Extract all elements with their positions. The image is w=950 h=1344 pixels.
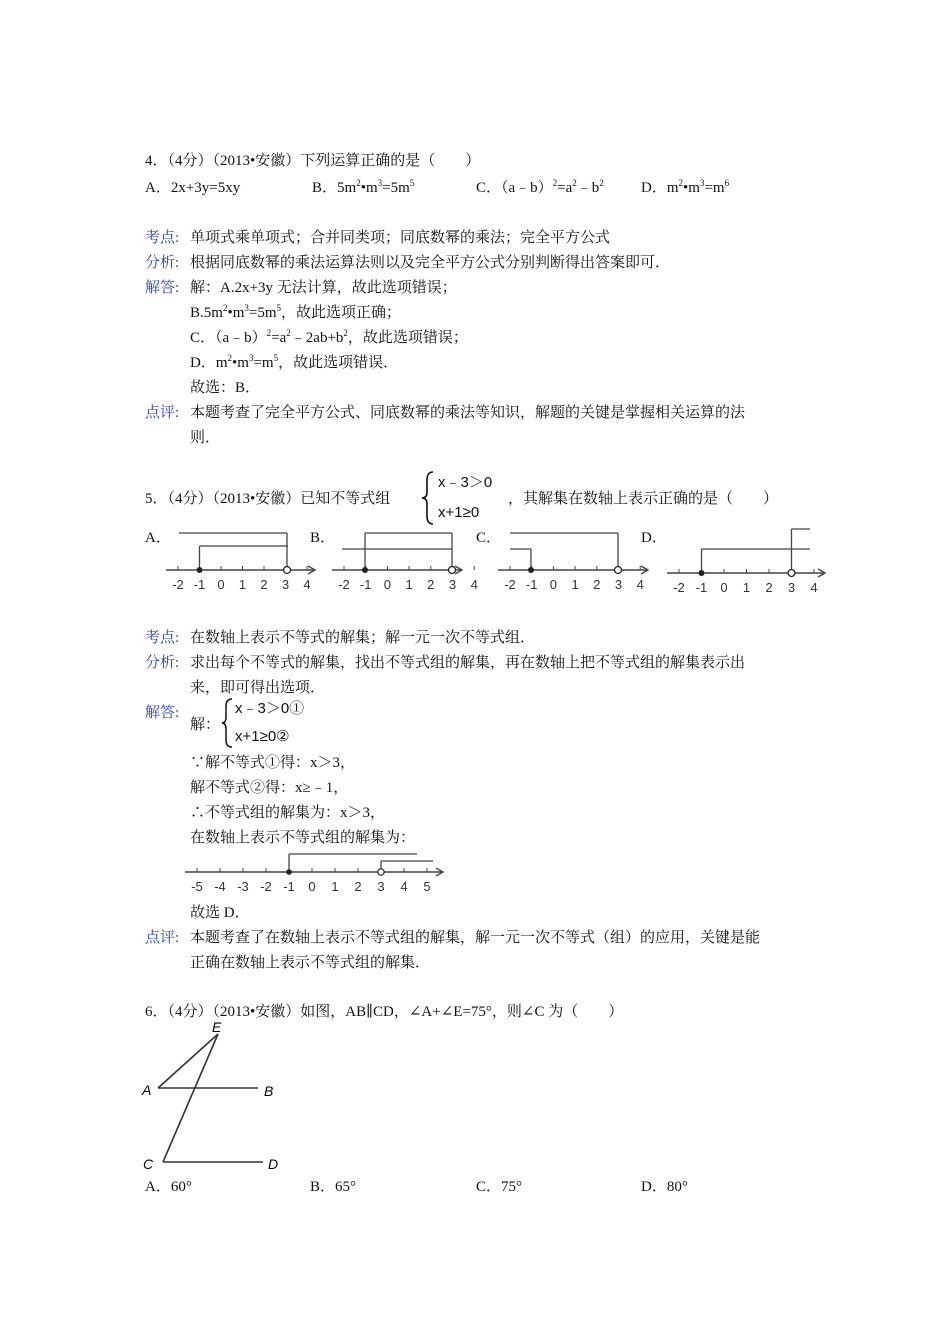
axis-tick-label: -1 [525,577,538,592]
axis-tick-label: 3 [448,577,457,592]
q5-fenxi-line2: 来，即可得出选项． [190,680,326,696]
q6-option-b: B．65° [310,1179,357,1195]
q6-label-e: E [212,1019,222,1035]
q5-solution-step5: 故选 D． [190,905,250,921]
q5-fenxi-label: 分析: [145,655,180,671]
q4-jieda-label: 解答: [145,280,180,296]
closed-point [197,567,203,573]
q6-option-d: D．80° [641,1179,688,1195]
q6-stem: 6．（4分）（2013•安徽）如图，AB∥CD，∠A+∠E=75°，则∠C 为（ ） [145,1004,624,1020]
axis-tick-label: -2 [172,577,184,592]
q5-solution-ineq2: x+1≥0② [235,728,290,745]
open-point [284,567,291,574]
q5-fenxi-line1: 求出每个不等式的解集，找出不等式组的解集，再在数轴上把不等式组的解集表示出 [190,655,746,671]
axis-tick-label: 3 [281,577,290,592]
axis-tick-label: -2 [504,577,516,592]
q6-option-a: A．60° [145,1179,192,1195]
open-point [378,869,384,875]
q5-solution-step4: 在数轴上表示不等式组的解集为： [190,830,416,846]
q5-kaodian-label: 考点: [145,630,180,646]
axis-tick-label: 4 [636,577,644,592]
open-point [615,567,622,574]
q6-geometry-figure [138,1018,298,1178]
q4-dianping-line2: 则． [190,430,221,446]
q4-option-d: D．$m^2•m^3=m^6$ [641,178,730,196]
q4-fenxi-label: 分析: [145,255,180,271]
q4-solution-line3: C．$(a﹣b)^2=a^2﹣2ab+b^2$，故此选项错误； [190,328,468,346]
axis-tick-label: 0 [383,577,392,592]
closed-point [528,567,534,573]
q6-label-a: A [142,1082,152,1098]
q5-stem-pre: 5．（4分）（2013•安徽）已知不等式组 [145,491,391,507]
closed-point [699,570,705,576]
q5-option-a-numberline [165,525,325,597]
open-point [788,570,795,577]
q5-option-b-label: B． [310,530,336,546]
q4-option-b: B．$5m^2•m^3=5m^5$ [312,178,415,196]
q4-solution-line2: $B.5m^2•m^3=5m^5$，故此选项正确； [190,303,402,321]
axis-tick-label: 1 [571,577,579,592]
q5-option-d-numberline [660,525,830,597]
axis-tick-label: 1 [238,577,247,592]
axis-tick-label: 4 [810,580,818,595]
q4-solution-line1: 解：A.2x+3y 无法计算，故此选项错误； [190,280,457,296]
q5-jieda-label: 解答: [145,705,180,721]
axis-tick-label: -4 [214,879,226,894]
q5-system-ineq1: x﹣3＞0 [438,474,493,491]
q5-option-c-label: C． [476,530,502,546]
axis-tick-label: 2 [765,580,773,595]
q5-solution-step2: 解不等式②得：x≥﹣1， [190,780,349,796]
q4-option-a: A．2x+3y=5xy [145,180,241,196]
q5-solution-ineq1: x﹣3＞0① [235,700,305,717]
q6-label-b: B [264,1083,274,1099]
axis-tick-label: -1 [695,580,708,595]
q4-solution-line4: D．$m^2•m^3=m^5$，故此选项错误． [190,353,399,371]
axis-tick-label: 0 [720,580,728,595]
q5-option-d-label: D． [641,530,667,546]
q6-label-c: C [143,1156,154,1172]
q5-solution-numberline [185,850,450,900]
axis-tick-label: 1 [331,879,339,894]
q4-kaodian-text: 单项式乘单项式；合并同类项；同底数幂的乘法；完全平方公式 [190,230,611,246]
axis-tick-label: 0 [308,879,316,894]
q5-system-brace [420,470,436,526]
closed-point [286,869,292,875]
axis-tick-label: -3 [237,879,249,894]
q5-dianping-label: 点评: [145,930,180,946]
q5-system-ineq2: x+1≥0 [438,504,480,521]
axis-tick-label: 2 [427,577,435,592]
q6-label-d: D [268,1156,279,1172]
q4-fenxi-text: 根据同底数幂的乘法运算法则以及完全平方公式分别判断得出答案即可． [190,255,671,271]
q4-solution-line5: 故选：B． [190,380,261,396]
q5-solution-step3: ∴不等式组的解集为：x＞3， [190,805,386,821]
q4-stem: 4．（4分）（2013•安徽）下列运算正确的是（ ） [145,153,481,169]
axis-tick-label: -1 [359,577,372,592]
axis-tick-label: -2 [260,879,272,894]
axis-tick-label: -1 [283,879,295,894]
axis-tick-label: 3 [787,580,796,595]
q4-option-c: C．$(a﹣b)^2=a^2﹣b^2$ [476,178,604,196]
axis-tick-label: 2 [260,577,268,592]
q5-stem-post: ，其解集在数轴上表示正确的是（ ） [508,491,779,507]
axis-tick-label: 4 [303,577,311,592]
q5-kaodian-text: 在数轴上表示不等式的解集；解一元一次不等式组． [190,630,536,646]
axis-tick-label: 2 [593,577,601,592]
axis-tick-label: 3 [377,879,385,894]
axis-tick-label: 2 [354,879,362,894]
axis-tick-label: -5 [191,879,203,894]
q5-solution-brace [220,697,234,749]
q4-dianping-line1: 本题考查了完全平方公式、同底数幂的乘法等知识，解题的关键是掌握相关运算的法 [190,405,746,421]
axis-tick-label: 0 [549,577,558,592]
q5-dianping-line1: 本题考查了在数轴上表示不等式组的解集，解一元一次不等式（组）的应用，关键是能 [190,930,761,946]
q5-dianping-line2: 正确在数轴上表示不等式组的解集． [190,955,431,971]
axis-tick-label: 4 [400,879,408,894]
q4-kaodian-label: 考点: [145,230,180,246]
q6-option-c: C．75° [476,1179,523,1195]
q5-option-b-numberline [330,525,478,597]
closed-point [362,567,368,573]
axis-tick-label: 5 [423,879,431,894]
axis-tick-label: 4 [470,577,478,592]
axis-tick-label: 0 [217,577,225,592]
axis-tick-label: 1 [742,580,751,595]
q5-option-c-numberline [496,525,656,597]
q5-solution-step1: ∵解不等式①得：x＞3， [190,755,356,771]
q4-dianping-label: 点评: [145,405,180,421]
open-point [449,567,456,574]
axis-tick-label: -2 [673,580,685,595]
axis-tick-label: -2 [338,577,350,592]
axis-tick-label: -1 [193,577,206,592]
axis-tick-label: 1 [405,577,413,592]
q5-solution-jie: 解： [190,717,221,733]
q5-option-a-label: A． [145,530,171,546]
axis-tick-label: 3 [614,577,623,592]
